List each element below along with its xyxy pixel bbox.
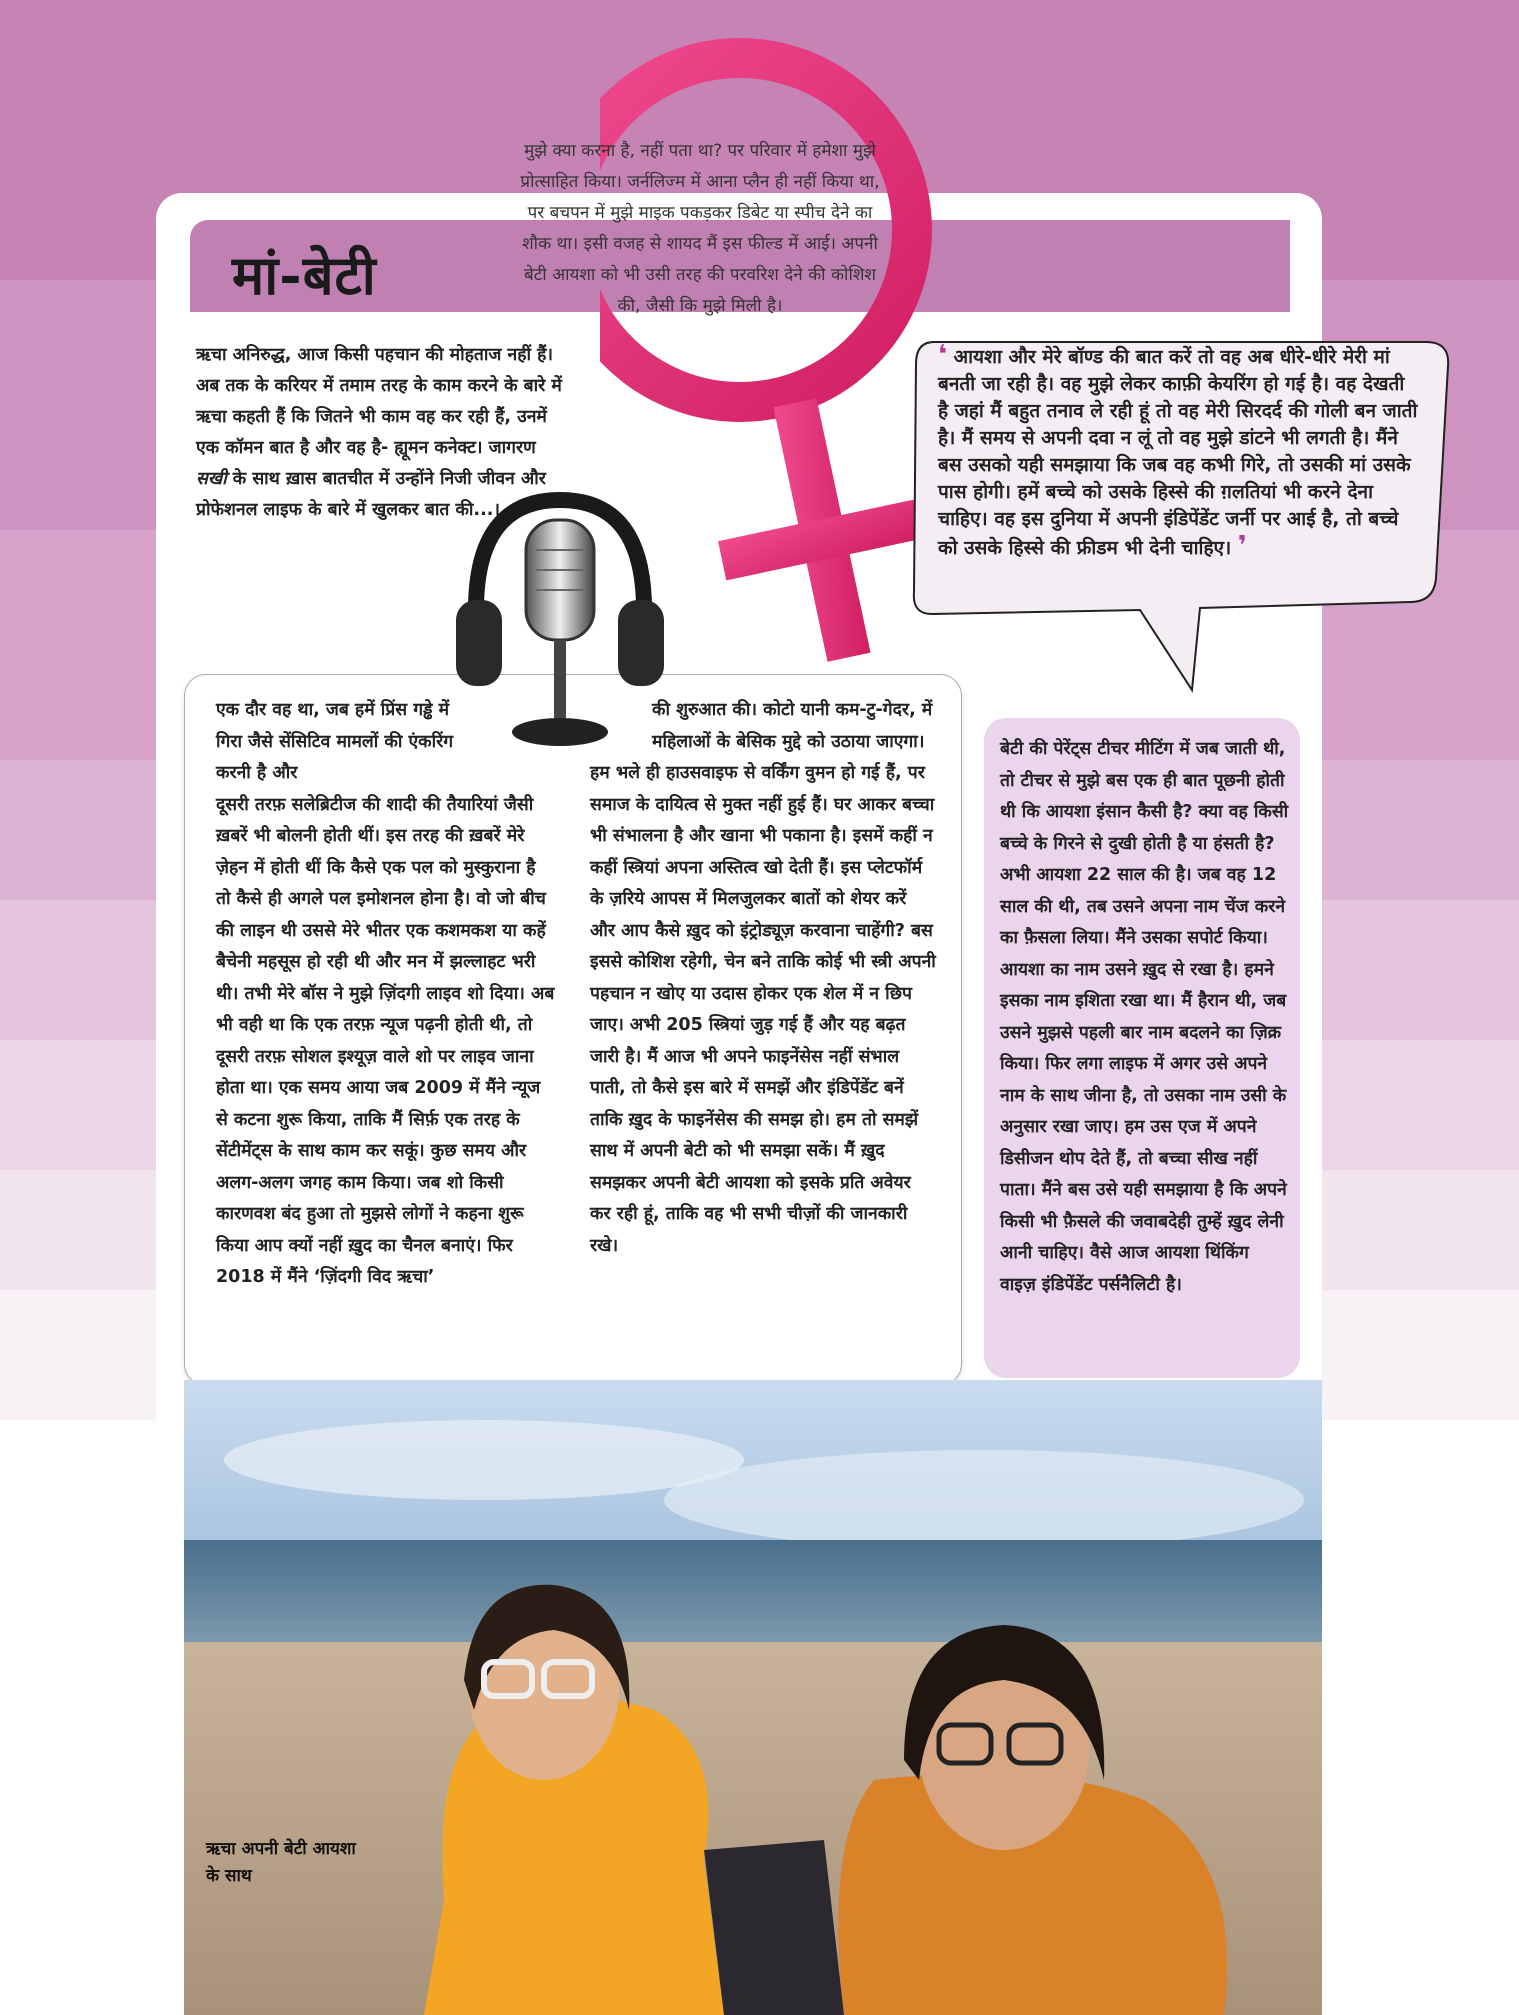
microphone-headphones-icon (440, 470, 680, 760)
page-title: मां-बेटी (232, 243, 377, 307)
bubble-quote: ❛ आयशा और मेरे बॉण्ड की बात करें तो वह अब धीरे-धीरे मेरी मां बनती जा रही है। वह मुझे लेकर काफ़ी केयरिंग हो गई है। वह देखती है जहां मैं बहुत तनाव ले रही हूं तो वह मेरी सिरदर्द की गोली बन जाती है। मैं समय से अपनी दवा न लूं तो वह मुझे डांटने भी लगती है। मैंने बस उसको यही समझाया कि जब वह कभी गिरे, तो उसकी मां उसके पास होगी। हमें बच्चे को उसके हिस्से की ग़लतियां भी करने देना चाहिए। वह इस दुनिया में अपनी इंडिपेंडेंट जर्नी पर आई है, तो बच्चे को उसके हिस्से की फ्रीडम भी देनी चाहिए। ❜ (938, 340, 1418, 561)
beach-photo (184, 1380, 1322, 2015)
open-quote-icon: ❛ (938, 340, 948, 370)
story-column-2: की शुरुआत की। कोटो यानी कम-टु-गेदर, में महिलाओं के बेसिक मुद्दे को उठाया जाएगा। हम भले ही हाउसवाइफ से वर्किंग वुमन हो गई हैं, पर समाज के दायित्व से मुक्त नहीं हुई हैं। घर आकर बच्चा भी संभालना है और खाना भी पकाना है। इसमें कहीं न कहीं स्त्रियां अपना अस्तित्व खो देती हैं। इस प्लेटफॉर्म के ज़रिये आपस में मिलजुलकर बातों को शेयर करें और आप कैसे ख़ुद को इंट्रोड्यूज़ करवाना चाहेंगी? बस इससे कोशिश रहेगी, चेन बने ताकि कोई भी स्त्री अपनी पहचान न खोए या उदास होकर एक शेल में न छिप जाए। अभी 205 स्त्रियां जुड़ गई हैं और यह बढ़त जारी है। मैं आज भी अपने फाइनेंसेस नहीं संभाल पाती, तो कैसे इस बारे में समझें और इंडिपेंडेंट बनें ताकि ख़ुद के फाइनेंसेस की समझ हो। हम तो समझें साथ में अपनी बेटी को भी समझा सकें। मैं ख़ुद समझकर अपनी बेटी आयशा को इसके प्रति अवेयर कर रही हूं, ताकि वह भी सभी चीज़ों की जानकारी रखे। (590, 700, 936, 1256)
side-story-text: बेटी की पेरेंट्स टीचर मीटिंग में जब जाती थी, तो टीचर से मुझे बस एक ही बात पूछनी होती थी कि आयशा इंसान कैसी है? क्या वह किसी बच्चे के गिरने से दुखी होती है या हंसती है? अभी आयशा 22 साल की है। जब वह 12 साल की थी, तब उसने अपना नाम चेंज करने का फ़ैसला लिया। मैंने उसका सपोर्ट किया। आयशा का नाम उसने ख़ुद से रखा है। हमने इसका नाम इशिता रखा था। मैं हैरान थी, जब उसने मुझसे पहली बार नाम बदलने का ज़िक्र किया। फिर लगा लाइफ में अगर उसे अपने नाम के साथ जीना है, तो उसका नाम उसी के अनुसार रखा जाए। हम उस एज में अपने डिसीजन थोप देते हैं, तो बच्चा सीख नहीं पाता। मैंने बस उसे यही समझाया है कि अपने किसी भी फ़ैसले की जवाबदेही तुम्हें ख़ुद लेनी आनी चाहिए। वैसे आज आयशा थिंकिंग वाइज़ इंडिपेंडेंट पर्सनैलिटी है। (1000, 739, 1289, 1295)
story-column-1: एक दौर वह था, जब हमें प्रिंस गड्ढे में गिरा जैसे सेंसिटिव मामलों की एंकरिंग करनी है और दूसरी तरफ़ सलेब्रिटीज की शादी की तैयारियां जैसी ख़बरें भी बोलनी होती थीं। इस तरह की ख़बरें मेरे ज़ेहन में होती थीं कि कैसे एक पल को मुस्कुराना है तो कैसे ही अगले पल इमोशनल होना है। वो जो बीच की लाइन थी उससे मेरे भीतर एक कशमकश या कहें बैचेनी महसूस हो रही थी और मन में झल्लाहट भरी थी। तभी मेरे बॉस ने मुझे ज़िंदगी लाइव शो दिया। अब भी वही था कि एक तरफ़ न्यूज पढ़नी होती थी, तो दूसरी तरफ़ सोशल इश्यूज़ वाले शो पर लाइव जाना होता था। एक समय आया जब 2009 में मैंने न्यूज से कटना शुरू किया, ताकि मैं सिर्फ़ एक तरह के सेंटीमेंट्स के साथ काम कर सकूं। कुछ समय और अलग-अलग जगह काम किया। जब शो किसी कारणवश बंद हुआ तो मुझसे लोगों ने कहना शुरू किया आप क्यों नहीं ख़ुद का चैनल बनाएं। फिर 2018 में मैंने ‘ज़िंदगी विद ऋचा’ (216, 700, 555, 1287)
photo-caption: ऋचा अपनी बेटी आयशा के साथ (206, 1839, 356, 1886)
close-quote-icon: ❜ (1237, 531, 1247, 561)
intro-paragraph: ऋचा अनिरुद्ध, आज किसी पहचान की मोहताज नहीं हैं। अब तक के करियर में तमाम तरह के काम करने के बारे में ऋचा कहती हैं कि जितने भी काम वह कर रही हैं, उनमें एक कॉमन बात है और वह है- ह्यूमन कनेक्ट। जागरण सखी के साथ ख़ास बातचीत में उन्होंने निजी जीवन और प्रोफेशनल लाइफ के बारे में खुलकर बात की...। (196, 345, 562, 520)
venus-quote: मुझे क्या करना है, नहीं पता था? पर परिवार में हमेशा मुझे प्रोत्साहित किया। जर्नलिज्म में आना प्लैन ही नहीं किया था, पर बचपन में मुझे माइक पकड़कर डिबेट या स्पीच देने का शौक था। इसी वजह से शायद मैं इस फील्ड में आई। अपनी बेटी आयशा को भी उसी तरह की परवरिश देने की कोशिश की, जैसी कि मुझे मिली है। (520, 141, 880, 316)
